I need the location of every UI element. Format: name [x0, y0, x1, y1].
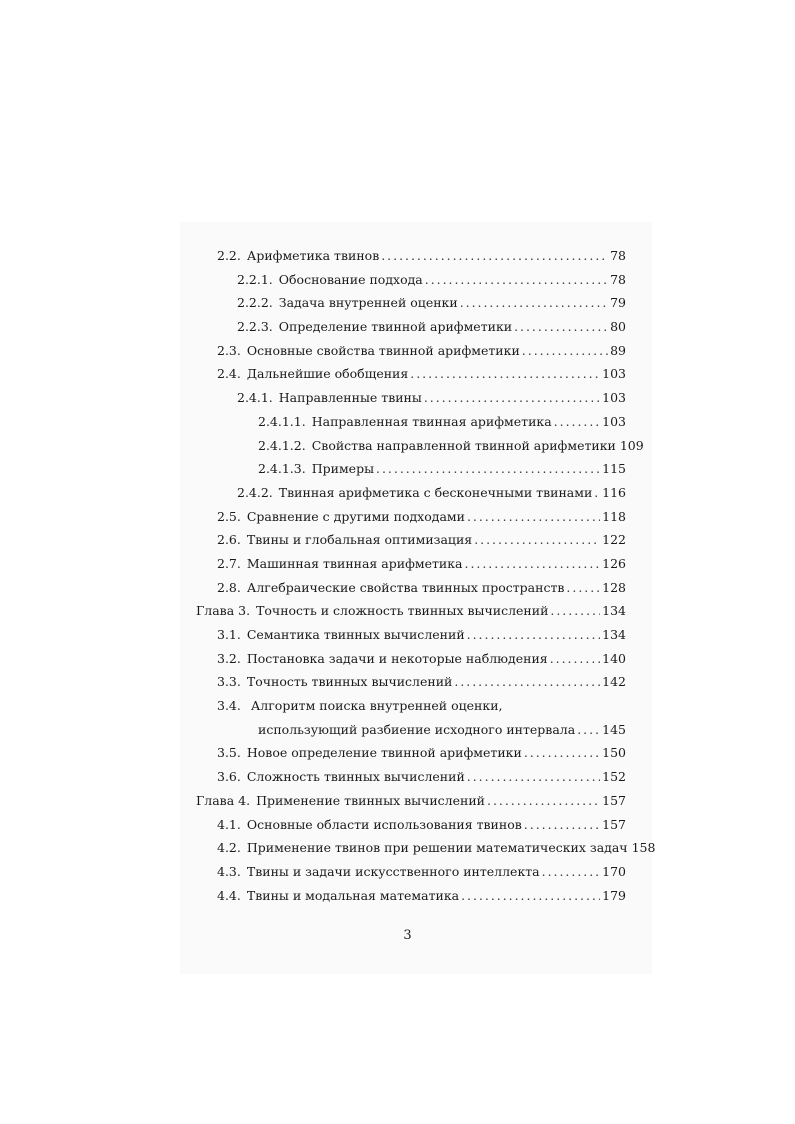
toc-entry-2-3	[196, 339, 626, 363]
toc-entry-2-4-1-2	[196, 434, 644, 458]
toc-title: Применение твинных вычислений	[256, 792, 486, 808]
toc-entry-4-3	[196, 860, 626, 884]
toc-page: 140	[602, 650, 626, 666]
toc-title: Основные свойства твинной арифметики	[246, 342, 520, 358]
toc-number: 2.5.	[217, 508, 241, 524]
toc-title: Задача внутренней оценки	[278, 295, 458, 311]
toc-leader	[524, 813, 600, 837]
toc-number: 2.2.2.	[237, 295, 273, 311]
toc-title: Направленная твинная арифметика	[311, 413, 552, 429]
toc-number: 2.2.3.	[237, 319, 273, 335]
table-of-contents	[196, 244, 656, 907]
toc-leader	[467, 623, 600, 647]
toc-entry-2-2-1	[196, 268, 626, 292]
toc-number: 4.4.	[217, 887, 241, 903]
toc-title: Применение твинов при решении математических задач	[246, 840, 628, 856]
toc-entry-2-4-1-1	[196, 410, 626, 434]
toc-leader	[550, 647, 600, 671]
toc-leader	[577, 718, 600, 742]
toc-page: 152	[602, 769, 626, 785]
toc-entry-2-2	[196, 244, 626, 268]
toc-page: 78	[610, 248, 626, 263]
toc-leader	[461, 884, 600, 908]
toc-page: 79	[610, 295, 626, 311]
toc-page: 116	[602, 484, 626, 500]
toc-page: 134	[602, 627, 626, 642]
toc-number: 3.5.	[217, 745, 241, 761]
toc-entry-2-7	[196, 552, 626, 576]
toc-title: Направленные твины	[278, 390, 422, 406]
toc-title: Алгебраические свойства твинных пространств	[246, 579, 565, 595]
toc-number: 2.2.	[217, 248, 241, 263]
toc-title: Свойства направленной твинной арифметики	[311, 437, 616, 453]
toc-page: 118	[602, 508, 626, 524]
toc-number: 2.4.1.	[237, 390, 273, 406]
toc-entry-3-6	[196, 765, 626, 789]
toc-page: 122	[602, 532, 626, 548]
toc-title: Арифметика твинов	[246, 248, 380, 263]
toc-entry-4-1	[196, 813, 626, 837]
toc-title: Твины и глобальная оптимизация	[246, 532, 473, 548]
toc-entry-4-2	[196, 836, 656, 860]
toc-title: Точность твинных вычислений	[246, 674, 453, 690]
toc-number: 4.3.	[217, 863, 241, 879]
toc-entry-2-6	[196, 528, 626, 552]
toc-title: Дальнейшие обобщения	[246, 366, 409, 382]
toc-entry-3-4-continued	[196, 718, 626, 742]
toc-page: 126	[602, 555, 626, 571]
toc-page: 103	[602, 413, 626, 429]
toc-page: 145	[602, 721, 626, 737]
toc-page: 115	[602, 461, 626, 477]
toc-leader	[467, 765, 600, 789]
toc-number: 2.4.1.2.	[258, 437, 306, 453]
toc-leader	[460, 291, 608, 315]
toc-page: 150	[602, 745, 626, 761]
toc-entry-3-5	[196, 741, 626, 765]
toc-title: Твинная арифметика с бесконечными твинами	[278, 484, 593, 500]
toc-title: Новое определение твинной арифметики	[246, 745, 522, 761]
toc-entry-chapter-4	[196, 789, 626, 813]
toc-number: 2.6.	[217, 532, 241, 548]
toc-number: 4.2.	[217, 840, 241, 856]
toc-number: 2.7.	[217, 555, 241, 571]
toc-number: 2.4.1.3.	[258, 461, 306, 477]
toc-title: Машинная твинная арифметика	[246, 555, 463, 571]
toc-leader	[487, 789, 600, 813]
toc-number: 3.6.	[217, 769, 241, 785]
toc-leader	[566, 576, 600, 600]
toc-title: Сравнение с другими подходами	[246, 508, 465, 524]
toc-number: 2.4.1.1.	[258, 413, 306, 429]
toc-entry-3-4	[196, 694, 626, 718]
toc-number: 3.1.	[217, 627, 241, 642]
toc-title: Семантика твинных вычислений	[246, 627, 465, 642]
toc-entry-2-4-1	[196, 386, 626, 410]
toc-entry-4-4	[196, 884, 626, 908]
toc-entry-2-4	[196, 362, 626, 386]
toc-number: 2.3.	[217, 342, 241, 358]
toc-leader	[522, 339, 608, 363]
toc-title: Постановка задачи и некоторые наблюдения	[246, 650, 548, 666]
toc-number: 2.4.2.	[237, 484, 273, 500]
toc-number: 3.4.	[217, 698, 241, 714]
toc-page: 157	[602, 816, 626, 832]
toc-entry-3-2	[196, 647, 626, 671]
toc-title: Твины и модальная математика	[246, 887, 460, 903]
toc-leader	[376, 457, 600, 481]
toc-page: 170	[602, 863, 626, 879]
toc-page: 142	[602, 674, 626, 690]
toc-leader	[410, 362, 600, 386]
toc-leader	[467, 505, 600, 529]
toc-leader	[514, 315, 608, 339]
toc-page: 179	[602, 887, 626, 903]
toc-page: 109	[619, 437, 644, 453]
toc-number: 3.2.	[217, 650, 241, 666]
toc-leader	[425, 268, 608, 292]
toc-leader	[381, 244, 608, 268]
toc-page: 80	[610, 319, 626, 335]
toc-entry-3-1	[196, 623, 626, 647]
toc-number: Глава 4.	[196, 792, 251, 808]
toc-title: Определение твинной арифметики	[278, 319, 513, 335]
toc-entry-2-4-1-3	[196, 457, 626, 481]
toc-title: Основные области использования твинов	[246, 816, 522, 832]
toc-title: Сложность твинных вычислений	[246, 769, 465, 785]
toc-page: 157	[602, 792, 626, 808]
toc-entry-2-8	[196, 576, 626, 600]
toc-leader	[554, 410, 600, 434]
toc-title: Примеры	[311, 461, 375, 477]
toc-page: 89	[610, 342, 626, 358]
toc-number: 3.3.	[217, 674, 241, 690]
toc-page: 158	[631, 840, 656, 856]
toc-entry-2-5	[196, 505, 626, 529]
toc-leader	[550, 599, 600, 623]
toc-title: использующий разбиение исходного интервала	[258, 721, 576, 737]
toc-leader	[465, 552, 601, 576]
toc-number: 2.8.	[217, 579, 241, 595]
toc-number: 4.1.	[217, 816, 241, 832]
toc-page: 134	[602, 603, 626, 619]
toc-number: Глава 3.	[196, 603, 251, 619]
toc-leader	[542, 860, 601, 884]
toc-title: Обоснование подхода	[278, 271, 423, 287]
toc-entry-2-2-3	[196, 315, 626, 339]
page-number: 3	[403, 928, 412, 943]
toc-page: 103	[602, 366, 626, 382]
toc-title: Точность и сложность твинных вычислений	[256, 603, 549, 619]
toc-leader	[524, 741, 600, 765]
toc-entry-2-4-2	[196, 481, 626, 505]
toc-leader	[454, 670, 600, 694]
toc-leader	[594, 481, 600, 505]
toc-entry-chapter-3	[196, 599, 626, 623]
toc-number: 2.2.1.	[237, 271, 273, 287]
toc-page: 103	[602, 390, 626, 406]
toc-entry-2-2-2	[196, 291, 626, 315]
toc-page: 78	[610, 271, 626, 287]
toc-title: Твины и задачи искусственного интеллекта	[246, 863, 540, 879]
toc-leader	[424, 386, 600, 410]
toc-leader	[474, 528, 600, 552]
toc-number: 2.4.	[217, 366, 241, 382]
toc-title: Алгоритм поиска внутренней оценки,	[250, 698, 503, 714]
toc-page: 128	[602, 579, 626, 595]
toc-entry-3-3	[196, 670, 626, 694]
